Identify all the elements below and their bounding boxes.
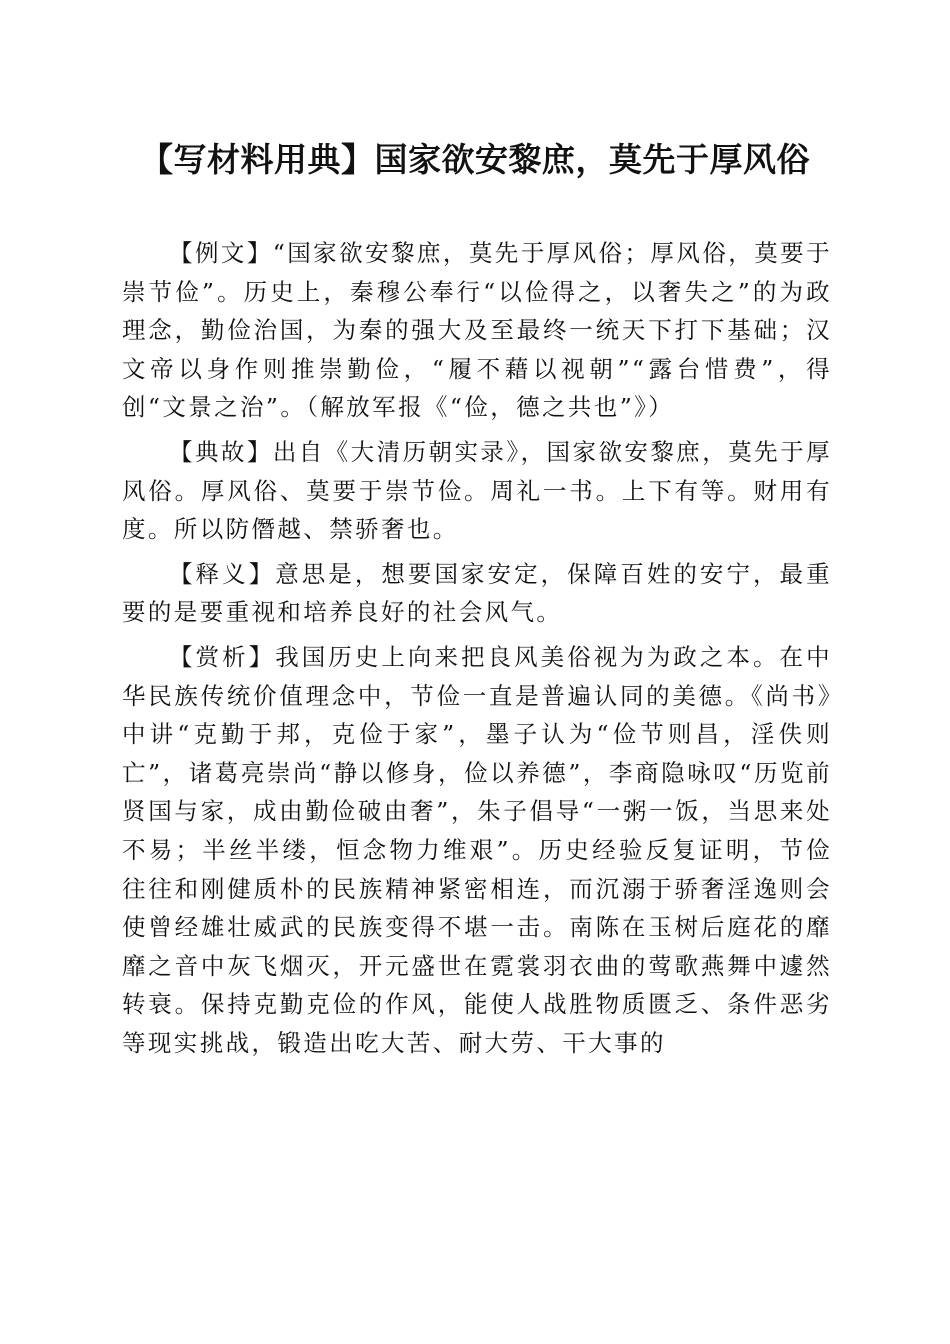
paragraph-meaning xyxy=(122,555,832,632)
paragraph-text: 我国历史上向来把良风美俗视为为政之本。在中华民族传统价值理念中，节俭一直是普遍认同的美德。《尚书》中讲“克勤于邦，克俭于家”，墨子认为“俭节则昌，淫佚则亡”，诸葛亮崇尚“静以修身，俭以养德”，李商隐咏叹“历览前贤国与家，成由勤俭破由奢”，朱子倡导“一粥一饭，当思来处不易；半丝半缕，恒念物力维艰”。历史经验反复证明，节俭往往和刚健质朴的民族精神紧密相连，而沉溺于骄奢淫逸则会使曾经雄壮威武的民族变得不堪一击。南陈在玉树后庭花的靡靡之音中灰飞烟灭，开元盛世在霓裳羽衣曲的莺歌燕舞中遽然转衰。保持克勤克俭的作风，能使人战胜物质匮乏、条件恶劣等现实挑战，锻造出吃大苦、耐大劳、干大事的 xyxy=(122,642,832,1057)
document-body xyxy=(122,234,832,1068)
document-title: 【写材料用典】国家欲安黎庶，莫先于厚风俗 xyxy=(140,140,810,179)
paragraph-text: “国家欲安黎庶，莫先于厚风俗；厚风俗，莫要于崇节俭”。历史上，秦穆公奉行“以俭得之，以奢失之”的为政理念，勤俭治国，为秦的强大及至最终一统天下打下基础；汉文帝以身作则推崇勤俭，“履不藉以视朝”“露台惜费”，得创“文景之治”。（解放军报《“俭，德之共也”》） xyxy=(122,239,832,422)
paragraph-appreciation xyxy=(122,638,832,1063)
paragraph-allusion xyxy=(122,433,832,549)
paragraph-tag: 【释义】 xyxy=(169,559,276,588)
paragraph-tag: 【赏析】 xyxy=(169,642,276,671)
paragraph-example xyxy=(122,234,832,427)
paragraph-tag: 【典故】 xyxy=(169,437,273,466)
paragraph-text: 意思是，想要国家安定，保障百姓的安宁，最重要的是要重视和培养良好的社会风气。 xyxy=(122,559,832,627)
paragraph-text: 出自《大清历朝实录》，国家欲安黎庶，莫先于厚风俗。厚风俗、莫要于崇节俭。周礼一书。上下有等。财用有度。所以防僭越、禁骄奢也。 xyxy=(122,437,832,544)
paragraph-tag: 【例文】 xyxy=(169,239,273,267)
